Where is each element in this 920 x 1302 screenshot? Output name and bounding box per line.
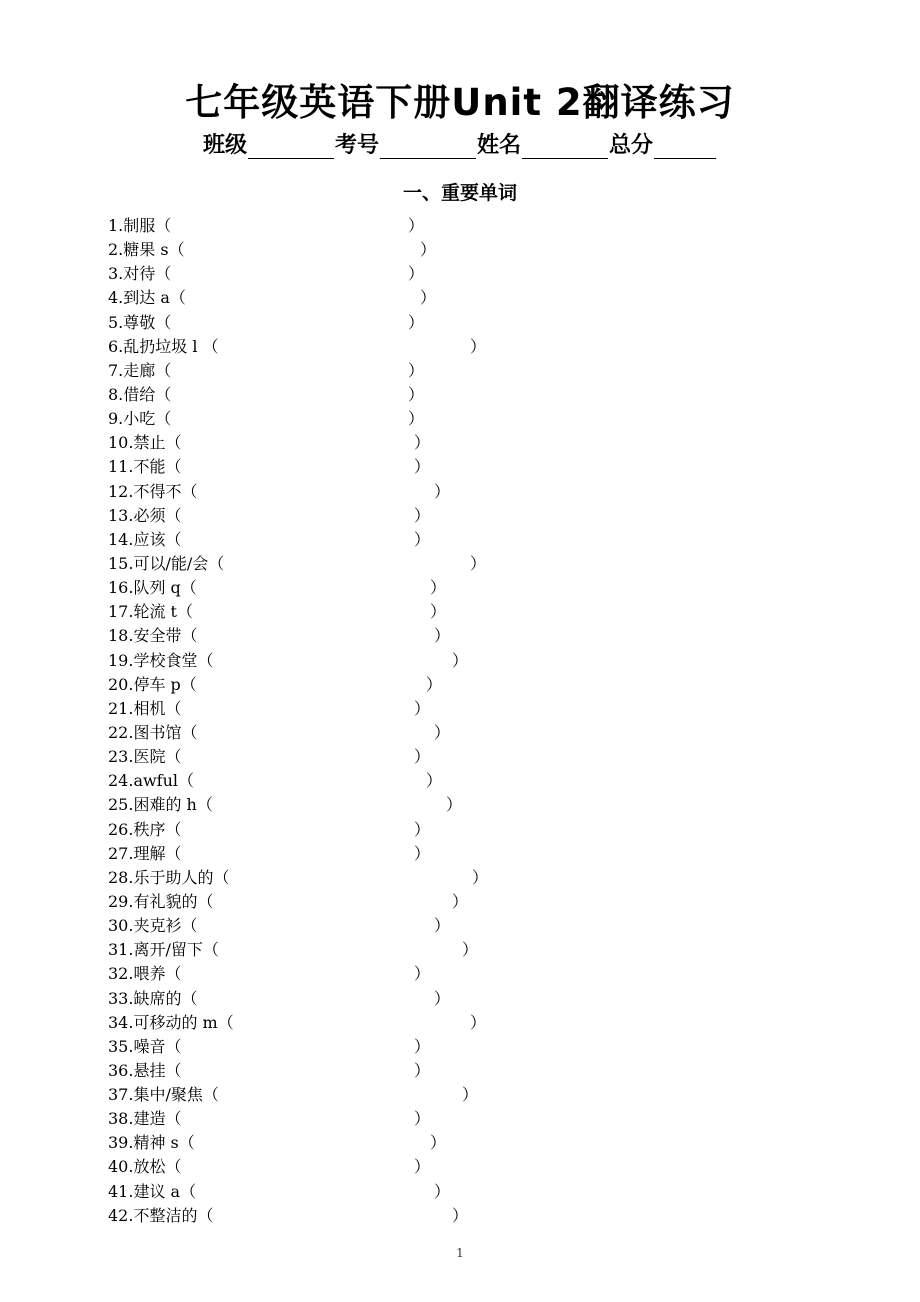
vocab-prompt: 28.乐于助人的（	[108, 867, 230, 887]
vocab-prompt: 14.应该（	[108, 529, 182, 549]
vocab-item	[108, 721, 451, 745]
answer-blank-close-paren[interactable]: ）	[470, 1012, 487, 1032]
page-number: 1	[456, 1246, 464, 1260]
answer-blank-close-paren[interactable]: ）	[426, 674, 443, 694]
vocab-prompt: 21.相机（	[108, 698, 182, 718]
vocab-item	[108, 769, 443, 793]
vocab-item	[108, 383, 425, 407]
vocab-prompt: 39.精神 s（	[108, 1133, 195, 1153]
vocab-prompt: 3.对待（	[108, 264, 172, 284]
vocab-item	[108, 890, 469, 914]
vocab-item	[108, 1083, 479, 1107]
student-info-line	[0, 128, 920, 159]
vocab-prompt: 36.悬挂（	[108, 1060, 182, 1080]
answer-blank-close-paren[interactable]: ）	[408, 384, 425, 404]
vocab-item	[108, 431, 431, 455]
answer-blank-close-paren[interactable]: ）	[430, 578, 447, 598]
answer-blank-close-paren[interactable]: ）	[472, 867, 489, 887]
vocab-item	[108, 914, 451, 938]
vocab-item	[108, 962, 431, 986]
vocab-item	[108, 359, 425, 383]
vocab-item	[108, 1180, 451, 1204]
vocab-prompt: 27.理解（	[108, 843, 182, 863]
vocab-prompt: 6.乱扔垃圾 l （	[108, 336, 219, 356]
vocab-prompt: 10.禁止（	[108, 433, 182, 453]
exam-no-label: 考号	[334, 133, 379, 158]
vocab-item	[108, 600, 447, 624]
vocab-item	[108, 576, 447, 600]
vocab-item	[108, 335, 487, 359]
answer-blank-close-paren[interactable]: ）	[414, 505, 431, 525]
vocab-prompt: 11.不能（	[108, 457, 182, 477]
name-blank[interactable]	[522, 136, 608, 159]
answer-blank-close-paren[interactable]: ）	[452, 1205, 469, 1225]
answer-blank-close-paren[interactable]: ）	[446, 795, 463, 815]
answer-blank-close-paren[interactable]: ）	[414, 457, 431, 477]
name-label: 姓名	[477, 133, 522, 158]
vocab-prompt: 1.制服（	[108, 216, 172, 235]
answer-blank-close-paren[interactable]: ）	[408, 216, 425, 235]
answer-blank-close-paren[interactable]: ）	[434, 916, 451, 936]
section-title: 一、重要单词	[402, 182, 517, 204]
answer-blank-close-paren[interactable]: ）	[452, 650, 469, 670]
vocab-item	[108, 311, 425, 335]
vocab-prompt: 19.学校食堂（	[108, 650, 214, 670]
vocab-item	[108, 624, 451, 648]
answer-blank-close-paren[interactable]: ）	[414, 1157, 431, 1177]
vocab-prompt: 13.必须（	[108, 505, 182, 525]
answer-blank-close-paren[interactable]: ）	[434, 722, 451, 742]
vocab-prompt: 12.不得不（	[108, 481, 198, 501]
vocab-item	[108, 1011, 487, 1035]
vocab-item	[108, 1204, 469, 1228]
vocab-prompt: 16.队列 q（	[108, 578, 197, 598]
vocab-prompt: 42.不整洁的（	[108, 1205, 214, 1225]
vocab-prompt: 18.安全带（	[108, 626, 198, 646]
answer-blank-close-paren[interactable]: ）	[434, 1181, 451, 1201]
vocab-prompt: 2.糖果 s（	[108, 240, 185, 260]
vocab-item	[108, 818, 431, 842]
exam-no-blank[interactable]	[380, 136, 476, 159]
answer-blank-close-paren[interactable]: ）	[414, 1109, 431, 1129]
vocabulary-list	[108, 214, 489, 1228]
answer-blank-close-paren[interactable]: ）	[434, 988, 451, 1008]
class-blank[interactable]	[248, 136, 334, 159]
answer-blank-close-paren[interactable]: ）	[408, 264, 425, 284]
vocab-prompt: 23.医院（	[108, 747, 182, 767]
vocab-prompt: 37.集中/聚焦（	[108, 1085, 219, 1105]
vocab-item	[108, 866, 489, 890]
vocab-item	[108, 262, 425, 286]
answer-blank-close-paren[interactable]: ）	[434, 626, 451, 646]
vocab-item	[108, 528, 431, 552]
vocab-item	[108, 793, 463, 817]
answer-blank-close-paren[interactable]: ）	[430, 1133, 447, 1153]
vocab-prompt: 40.放松（	[108, 1157, 182, 1177]
vocab-item	[108, 745, 431, 769]
answer-blank-close-paren[interactable]: ）	[434, 481, 451, 501]
vocab-prompt: 38.建造（	[108, 1109, 182, 1129]
vocab-item	[108, 649, 469, 673]
answer-blank-close-paren[interactable]: ）	[414, 843, 431, 863]
answer-blank-close-paren[interactable]: ）	[420, 240, 437, 260]
vocab-prompt: 31.离开/留下（	[108, 940, 219, 960]
vocab-item	[108, 1035, 431, 1059]
answer-blank-close-paren[interactable]: ）	[462, 1085, 479, 1105]
vocab-item	[108, 214, 425, 238]
vocab-item	[108, 1155, 431, 1179]
vocab-prompt: 34.可移动的 m（	[108, 1012, 234, 1032]
vocab-prompt: 5.尊敬（	[108, 312, 172, 332]
vocab-item	[108, 987, 451, 1011]
vocab-prompt: 7.走廊（	[108, 360, 172, 380]
vocab-prompt: 29.有礼貌的（	[108, 891, 214, 911]
vocab-prompt: 33.缺席的（	[108, 988, 198, 1008]
page-title: 七年级英语下册Unit 2翻译练习	[185, 81, 735, 124]
answer-blank-close-paren[interactable]: ）	[414, 529, 431, 549]
vocab-item	[108, 407, 425, 431]
answer-blank-close-paren[interactable]: ）	[414, 433, 431, 453]
vocab-item	[108, 697, 431, 721]
vocab-prompt: 17.轮流 t（	[108, 602, 193, 622]
answer-blank-close-paren[interactable]: ）	[452, 891, 469, 911]
vocab-item	[108, 480, 451, 504]
vocab-prompt: 8.借给（	[108, 384, 172, 404]
answer-blank-close-paren[interactable]: ）	[414, 819, 431, 839]
vocab-prompt: 30.夹克衫（	[108, 916, 198, 936]
vocab-item	[108, 1131, 447, 1155]
class-label: 班级	[202, 133, 247, 158]
vocab-item	[108, 842, 431, 866]
answer-blank-close-paren[interactable]: ）	[426, 771, 443, 791]
answer-blank-close-paren[interactable]: ）	[414, 1036, 431, 1056]
answer-blank-close-paren[interactable]: ）	[414, 747, 431, 767]
vocab-item	[108, 504, 431, 528]
vocab-prompt: 25.困难的 h（	[108, 795, 213, 815]
vocab-prompt: 15.可以/能/会（	[108, 553, 225, 573]
vocab-prompt: 4.到达 a（	[108, 288, 186, 308]
vocab-prompt: 24.awful（	[108, 771, 195, 791]
answer-blank-close-paren[interactable]: ）	[430, 602, 447, 622]
vocab-prompt: 41.建议 a（	[108, 1181, 197, 1201]
vocab-item	[108, 1107, 431, 1131]
answer-blank-close-paren[interactable]: ）	[470, 553, 487, 573]
vocab-prompt: 20.停车 p（	[108, 674, 197, 694]
vocab-prompt: 26.秩序（	[108, 819, 182, 839]
answer-blank-close-paren[interactable]: ）	[470, 336, 487, 356]
vocab-item	[108, 552, 487, 576]
score-blank[interactable]	[654, 136, 716, 159]
answer-blank-close-paren[interactable]: ）	[462, 940, 479, 960]
answer-blank-close-paren[interactable]: ）	[414, 1060, 431, 1080]
answer-blank-close-paren[interactable]: ）	[414, 964, 431, 984]
vocab-prompt: 9.小吃（	[108, 409, 172, 429]
vocab-prompt: 35.噪音（	[108, 1036, 182, 1056]
vocab-item	[108, 455, 431, 479]
score-label: 总分	[609, 133, 654, 158]
vocab-item	[108, 1059, 431, 1083]
answer-blank-close-paren[interactable]: ）	[420, 288, 437, 308]
answer-blank-close-paren[interactable]: ）	[408, 312, 425, 332]
vocab-prompt: 22.图书馆（	[108, 722, 198, 742]
answer-blank-close-paren[interactable]: ）	[408, 360, 425, 380]
vocab-item	[108, 286, 437, 310]
vocab-prompt: 32.喂养（	[108, 964, 182, 984]
vocab-item	[108, 938, 479, 962]
answer-blank-close-paren[interactable]: ）	[408, 409, 425, 429]
answer-blank-close-paren[interactable]: ）	[414, 698, 431, 718]
vocab-item	[108, 673, 443, 697]
vocab-item	[108, 238, 437, 262]
